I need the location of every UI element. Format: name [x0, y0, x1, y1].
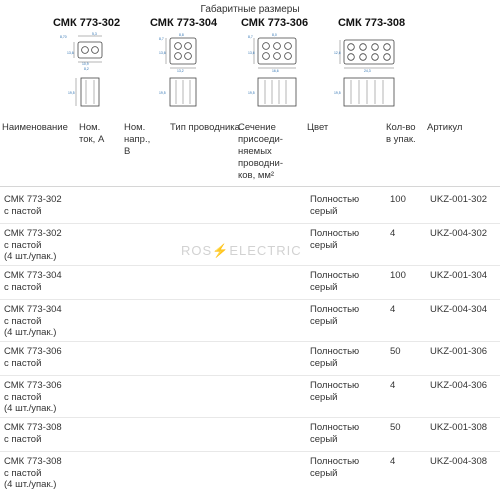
- row-qty: 4: [390, 228, 396, 239]
- header-color: Цвет: [307, 122, 329, 133]
- row-qty: 4: [390, 304, 396, 315]
- row-color: Полностью серый: [310, 422, 360, 445]
- row-name: СМК 773-304 с пастой (4 шт./упак.): [4, 304, 62, 338]
- drawing-304: [157, 32, 207, 112]
- header-name: Наименование: [2, 122, 68, 133]
- row-name: СМК 773-308 с пастой: [4, 422, 62, 445]
- row-divider: [0, 417, 500, 418]
- drawing-302: [62, 32, 112, 112]
- row-qty: 4: [390, 380, 396, 391]
- dim-302-d: 10,9: [82, 62, 89, 66]
- dim-308-h: 19,5: [334, 91, 341, 95]
- row-color: Полностью серый: [310, 380, 360, 403]
- row-article: UKZ-001-308: [430, 422, 488, 433]
- row-color: Полностью серый: [310, 456, 360, 479]
- dim-306-a: 8,7: [248, 35, 253, 39]
- dim-304-a: 8,7: [159, 37, 164, 41]
- row-name: СМК 773-302 с пастой: [4, 194, 62, 217]
- row-divider: [0, 341, 500, 342]
- row-name: СМК 773-306 с пастой (4 шт./упак.): [4, 380, 62, 414]
- row-divider: [0, 375, 500, 376]
- drawing-306: [248, 32, 308, 112]
- row-name: СМК 773-308 с пастой (4 шт./упак.): [4, 456, 62, 490]
- header-voltage: Ном. напр., В: [124, 122, 151, 157]
- dim-304-d: 13,2: [177, 69, 184, 73]
- row-color: Полностью серый: [310, 228, 360, 251]
- row-divider: [0, 223, 500, 224]
- model-title-308: СМК 773-308: [338, 17, 406, 29]
- drawing-308: [334, 32, 404, 112]
- dim-306-d: 16,6: [272, 69, 279, 73]
- row-qty: 100: [390, 194, 406, 205]
- row-name: СМК 773-306 с пастой: [4, 346, 62, 369]
- row-color: Полностью серый: [310, 346, 360, 369]
- dim-308-b: 24,3: [364, 69, 371, 73]
- row-divider: [0, 265, 500, 266]
- dim-304-b: 8,8: [179, 33, 184, 37]
- row-color: Полностью серый: [310, 304, 360, 327]
- row-name: СМК 773-304 с пастой: [4, 270, 62, 293]
- row-article: UKZ-004-306: [430, 380, 488, 391]
- dim-306-h: 19,5: [248, 91, 255, 95]
- row-name: СМК 773-302 с пастой (4 шт./упак.): [4, 228, 62, 262]
- row-color: Полностью серый: [310, 270, 360, 293]
- header-divider: [0, 186, 500, 187]
- model-title-304: СМК 773-304: [150, 17, 218, 29]
- row-article: UKZ-004-304: [430, 304, 488, 315]
- row-article: UKZ-004-308: [430, 456, 488, 467]
- dim-304-c: 13,6: [159, 51, 166, 55]
- header-qty: Кол-во в упак.: [386, 122, 416, 145]
- row-color: Полностью серый: [310, 194, 360, 217]
- header-article: Артикул: [427, 122, 463, 133]
- row-qty: 50: [390, 422, 401, 433]
- row-article: UKZ-004-302: [430, 228, 488, 239]
- dimensions-caption: Габаритные размеры: [200, 4, 300, 15]
- row-qty: 100: [390, 270, 406, 281]
- row-article: UKZ-001-304: [430, 270, 488, 281]
- dim-302-e: 8,2: [84, 67, 89, 71]
- dim-302-c: 13,6: [67, 51, 74, 55]
- dim-302-a: 8,70: [60, 35, 67, 39]
- header-current: Ном. ток, А: [79, 122, 105, 145]
- row-qty: 50: [390, 346, 401, 357]
- header-wire: Тип проводника: [170, 122, 240, 133]
- model-title-302: СМК 773-302: [53, 17, 121, 29]
- dim-302-b: 5,3: [92, 32, 97, 36]
- dim-302-h: 19,5: [68, 91, 75, 95]
- header-section: Сечение присоеди- няемых проводни- ков, мм²: [238, 122, 283, 181]
- model-title-306: СМК 773-306: [241, 17, 309, 29]
- dim-304-h: 19,5: [159, 91, 166, 95]
- row-article: UKZ-001-302: [430, 194, 488, 205]
- row-divider: [0, 299, 500, 300]
- row-article: UKZ-001-306: [430, 346, 488, 357]
- dim-308-a: 12,6: [334, 51, 341, 55]
- dim-306-c: 13,6: [248, 51, 255, 55]
- watermark: ROS⚡ELECTRIC: [181, 243, 302, 258]
- row-divider: [0, 451, 500, 452]
- row-qty: 4: [390, 456, 396, 467]
- dim-306-b: 8,0: [272, 33, 277, 37]
